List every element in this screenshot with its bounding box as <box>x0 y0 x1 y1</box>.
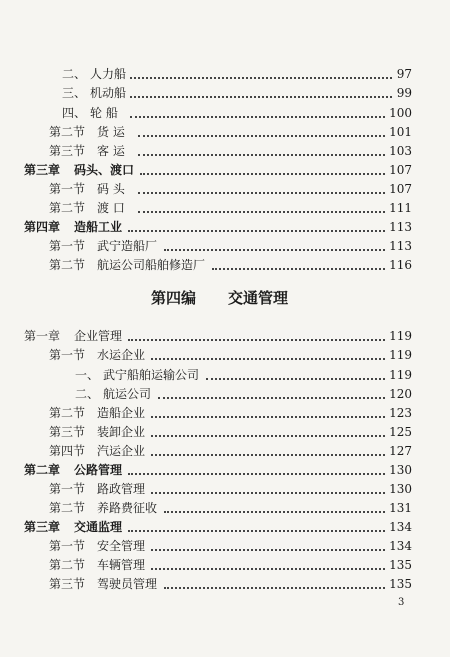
toc-leader <box>138 154 385 156</box>
toc-entry-page: 101 <box>389 125 412 139</box>
toc-leader <box>138 135 385 137</box>
toc-entry-title: 企业管理 <box>74 329 123 343</box>
toc-entry-page: 119 <box>389 368 412 382</box>
toc-entry-title: 装卸企业 <box>97 425 146 439</box>
toc-entry-title: 公路管理 <box>74 463 123 477</box>
toc-entry <box>0 555 450 575</box>
toc-leader <box>164 587 385 589</box>
toc-entry-page: 127 <box>389 444 412 458</box>
toc-entry-page: 131 <box>389 501 412 515</box>
toc-chapter <box>0 217 450 237</box>
toc-entry <box>0 403 450 423</box>
toc-entry-page: 135 <box>389 577 412 591</box>
toc-chapter <box>0 160 450 180</box>
toc-entry-title: 码 头 <box>97 182 125 196</box>
toc-entry <box>0 365 450 385</box>
toc-entry-label: 第一节 <box>49 182 86 196</box>
toc-entry-label: 第三节 <box>49 425 86 439</box>
toc-entry <box>0 498 450 518</box>
toc-leader <box>164 249 385 251</box>
toc-entry-label: 第一节 <box>49 482 86 496</box>
toc-entry <box>0 255 450 275</box>
toc-entry-title: 轮 船 <box>90 106 118 120</box>
toc-chapter <box>0 460 450 480</box>
toc-leader <box>130 77 392 79</box>
toc-entry-label: 第一节 <box>49 348 86 362</box>
toc-entry-label: 四、 <box>62 106 87 120</box>
toc-entry-title: 机动船 <box>90 86 127 100</box>
toc-entry-label: 第一章 <box>24 329 61 343</box>
toc-entry-title: 客 运 <box>97 144 125 158</box>
toc-entry-page: 107 <box>389 182 412 196</box>
toc-entry <box>0 198 450 218</box>
toc-entry-page: 134 <box>389 539 412 553</box>
toc-entry-page: 103 <box>389 144 412 158</box>
toc-leader <box>130 96 392 98</box>
toc-entry-title: 水运企业 <box>97 348 146 362</box>
toc-leader <box>138 192 385 194</box>
toc-entry-title: 安全管理 <box>97 539 146 553</box>
toc-entry-page: 134 <box>389 520 412 534</box>
toc-entry <box>0 536 450 556</box>
toc-leader <box>128 530 385 532</box>
toc-entry <box>0 384 450 404</box>
toc-entry-page: 116 <box>389 258 412 272</box>
toc-entry <box>0 83 450 103</box>
toc-entry-page: 130 <box>389 482 412 496</box>
toc-entry-title: 交通监理 <box>74 520 123 534</box>
toc-entry <box>0 236 450 256</box>
toc-entry-title: 航运公司船舶修造厂 <box>97 258 206 272</box>
toc-entry-label: 第三节 <box>49 577 86 591</box>
toc-leader <box>158 397 385 399</box>
toc-entry-label: 二、 <box>75 387 100 401</box>
toc-leader <box>128 339 385 341</box>
toc-entry-label: 第三章 <box>24 520 61 534</box>
toc-entry-page: 125 <box>389 425 412 439</box>
toc-entry-title: 人力船 <box>90 67 127 81</box>
toc-entry-title: 造船工业 <box>74 220 123 234</box>
toc-entry-page: 111 <box>389 201 412 215</box>
toc-entry-title: 车辆管理 <box>97 558 146 572</box>
toc-entry-page: 113 <box>389 239 412 253</box>
toc-entry-label: 第二章 <box>24 463 61 477</box>
part-heading <box>0 286 450 310</box>
toc-entry-label: 第四章 <box>24 220 61 234</box>
page-number: 3 <box>398 597 405 608</box>
toc-leader <box>151 435 385 437</box>
toc-leader <box>151 454 385 456</box>
toc-entry-page: 123 <box>389 406 412 420</box>
toc-entry-label: 第三节 <box>49 144 86 158</box>
toc-leader <box>138 211 385 213</box>
toc-chapter <box>0 517 450 537</box>
toc-leader <box>151 492 385 494</box>
toc-entry <box>0 103 450 123</box>
toc-leader <box>164 511 385 513</box>
toc-entry-label: 第二节 <box>49 201 86 215</box>
toc-entry-label: 第三章 <box>24 163 61 177</box>
toc-entry <box>0 422 450 442</box>
toc-entry-page: 100 <box>389 106 412 120</box>
toc-entry-label: 一、 <box>75 368 100 382</box>
toc-entry-label: 三、 <box>62 86 87 100</box>
toc-entry-page: 119 <box>389 329 412 343</box>
toc-entry-title: 养路费征收 <box>97 501 158 515</box>
toc-entry-title: 武宁船舶运输公司 <box>103 368 200 382</box>
toc-entry-title: 汽运企业 <box>97 444 146 458</box>
toc-leader <box>206 378 385 380</box>
toc-leader <box>151 549 385 551</box>
toc-entry <box>0 141 450 161</box>
toc-leader <box>212 268 385 270</box>
toc-entry-label: 第二节 <box>49 501 86 515</box>
toc-entry-label: 二、 <box>62 67 87 81</box>
toc-leader <box>130 116 385 118</box>
toc-entry-label: 第二节 <box>49 558 86 572</box>
toc-leader <box>151 568 385 570</box>
toc-entry-title: 货 运 <box>97 125 125 139</box>
toc-entry-title: 路政管理 <box>97 482 146 496</box>
toc-entry-label: 第二节 <box>49 258 86 272</box>
toc-entry-title: 驾驶员管理 <box>97 577 158 591</box>
toc-entry <box>0 122 450 142</box>
toc-leader <box>140 173 385 175</box>
toc-entry-title: 造船企业 <box>97 406 146 420</box>
toc-entry-page: 107 <box>389 163 412 177</box>
toc-entry <box>0 64 450 84</box>
toc-entry-page: 119 <box>389 348 412 362</box>
toc-entry <box>0 345 450 365</box>
toc-entry <box>0 479 450 499</box>
toc-entry-label: 第一节 <box>49 539 86 553</box>
toc-leader <box>128 230 385 232</box>
toc-entry <box>0 574 450 594</box>
toc-entry-title: 码头、渡口 <box>74 163 135 177</box>
toc-entry-title: 航运公司 <box>103 387 152 401</box>
toc-entry-page: 97 <box>396 67 412 81</box>
toc-entry-label: 第二节 <box>49 406 86 420</box>
toc-leader <box>128 473 385 475</box>
part-number: 第四编 <box>151 289 197 307</box>
toc-entry-page: 120 <box>389 387 412 401</box>
toc-leader <box>151 416 385 418</box>
toc-entry-page: 130 <box>389 463 412 477</box>
toc-entry-label: 第二节 <box>49 125 86 139</box>
toc-entry-label: 第四节 <box>49 444 86 458</box>
toc-entry-page: 135 <box>389 558 412 572</box>
part-title: 交通管理 <box>228 289 289 307</box>
toc-chapter <box>0 326 450 346</box>
toc-entry-page: 99 <box>396 86 412 100</box>
toc-entry-title: 武宁造船厂 <box>97 239 158 253</box>
toc-entry-page: 113 <box>389 220 412 234</box>
toc-entry <box>0 179 450 199</box>
toc-leader <box>151 358 385 360</box>
toc-entry-title: 渡 口 <box>97 201 125 215</box>
toc-entry-label: 第一节 <box>49 239 86 253</box>
toc-entry <box>0 441 450 461</box>
